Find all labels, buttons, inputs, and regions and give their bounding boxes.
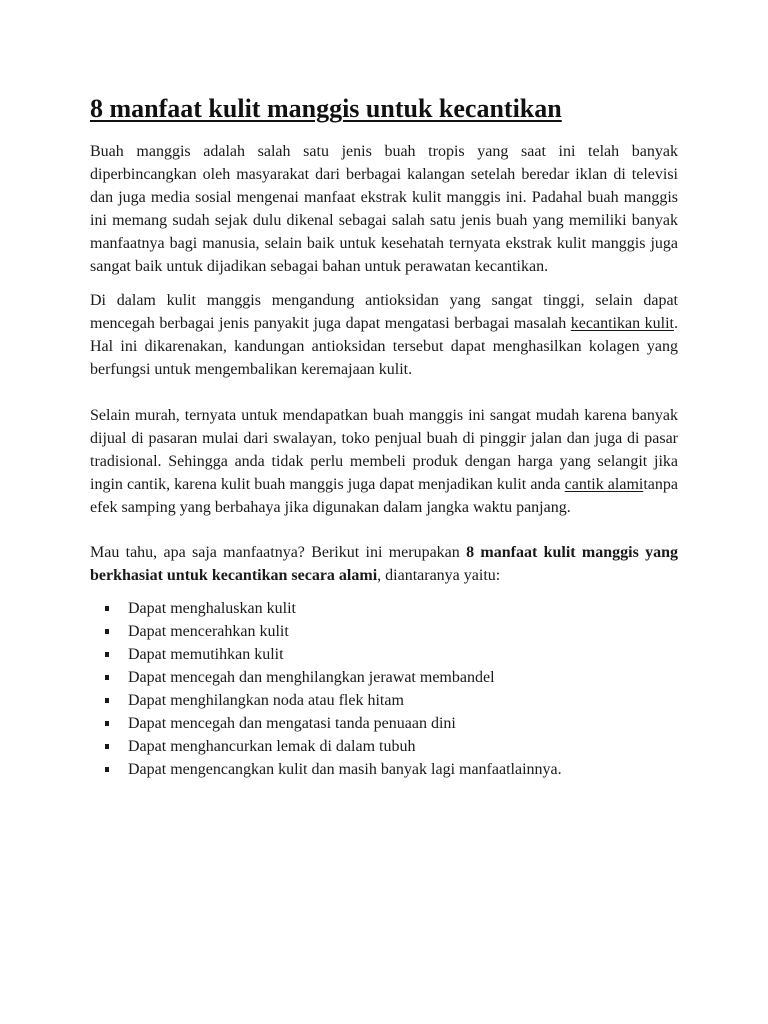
bullet-icon xyxy=(105,606,109,611)
paragraph-antioxidant xyxy=(90,289,678,381)
list-item xyxy=(90,735,678,758)
list-item-text: Dapat mencegah dan menghilangkan jerawat membandel xyxy=(128,669,495,686)
bullet-icon xyxy=(105,698,109,703)
bullet-icon xyxy=(105,652,109,657)
document-title: 8 manfaat kulit manggis untuk kecantikan xyxy=(90,94,562,123)
paragraph-availability-text-after: tanpa efek samping yang berbahaya jika digunakan dalam jangka waktu panjang. xyxy=(90,476,678,516)
list-item xyxy=(90,666,678,689)
paragraph-intro: Buah manggis adalah salah satu jenis buah tropis yang saat ini telah banyak diperbincangkan oleh masyarakat dari berbagai kalangan setelah beredar iklan di televisi dan juga media sosial mengenai manfaat ekstrak kulit manggis ini. Padahal buah manggis ini memang sudah sejak dulu dikenal sebagai salah satu jenis buah yang memiliki banyak manfaatnya bagi manusia, selain baik untuk kesehatah ternyata ekstrak kulit manggis juga sangat baik untuk dijadikan sebagai bahan untuk perawatan kecantikan. xyxy=(90,143,678,275)
list-item-text: Dapat menghilangkan noda atau flek hitam xyxy=(128,692,404,709)
list-item-text: Dapat menghaluskan kulit xyxy=(128,600,296,617)
list-item xyxy=(90,597,678,620)
paragraph-list-intro-bold: 8 manfaat kulit manggis yang berkhasiat untuk kecantikan secara alami xyxy=(90,544,678,584)
list-item xyxy=(90,758,678,781)
list-item-text: Dapat mengencangkan kulit dan masih banyak lagi manfaatlainnya. xyxy=(128,761,562,778)
link-kecantikan-kulit[interactable]: kecantikan kulit xyxy=(570,315,674,332)
list-item-text: Dapat mencerahkan kulit xyxy=(128,623,289,640)
benefits-list xyxy=(90,597,678,781)
list-item xyxy=(90,620,678,643)
list-item-text: Dapat memutihkan kulit xyxy=(128,646,284,663)
link-cantik-alami[interactable]: cantik alami xyxy=(564,476,644,493)
paragraph-availability-text-before: Selain murah, ternyata untuk mendapatkan buah manggis ini sangat mudah karena banyak dijual di pasaran mulai dari swalayan, toko penjual buah di pinggir jalan dan juga di pasar tradisional. Sehingga anda tidak perlu membeli produk dengan harga yang selangit jika ingin cantik, karena kulit buah manggis juga dapat menjadikan kulit anda xyxy=(90,407,678,493)
paragraph-antioxidant-text-before: Di dalam kulit manggis mengandung antioksidan yang sangat tinggi, selain dapat mencegah berbagai jenis panyakit juga dapat mengatasi berbagai masalah xyxy=(90,292,678,332)
paragraph-list-intro xyxy=(90,541,678,587)
bullet-icon xyxy=(105,767,109,772)
paragraph-list-intro-text-before: Mau tahu, apa saja manfaatnya? Berikut ini merupakan xyxy=(90,544,467,561)
list-item xyxy=(90,712,678,735)
list-item xyxy=(90,643,678,666)
bullet-icon xyxy=(105,721,109,726)
list-item-text: Dapat mencegah dan mengatasi tanda penuaan dini xyxy=(128,715,456,732)
list-item xyxy=(90,689,678,712)
bullet-icon xyxy=(105,629,109,634)
bullet-icon xyxy=(105,744,109,749)
list-item-text: Dapat menghancurkan lemak di dalam tubuh xyxy=(128,738,416,755)
paragraph-availability xyxy=(90,404,678,519)
document-page xyxy=(90,92,678,781)
paragraph-antioxidant-text-after: . Hal ini dikarenakan, kandungan antioksidan tersebut dapat menghasilkan kolagen yang berfungsi untuk mengembalikan keremajaan kulit. xyxy=(90,315,678,378)
bullet-icon xyxy=(105,675,109,680)
paragraph-list-intro-text-after: , diantaranya yaitu: xyxy=(377,567,501,584)
